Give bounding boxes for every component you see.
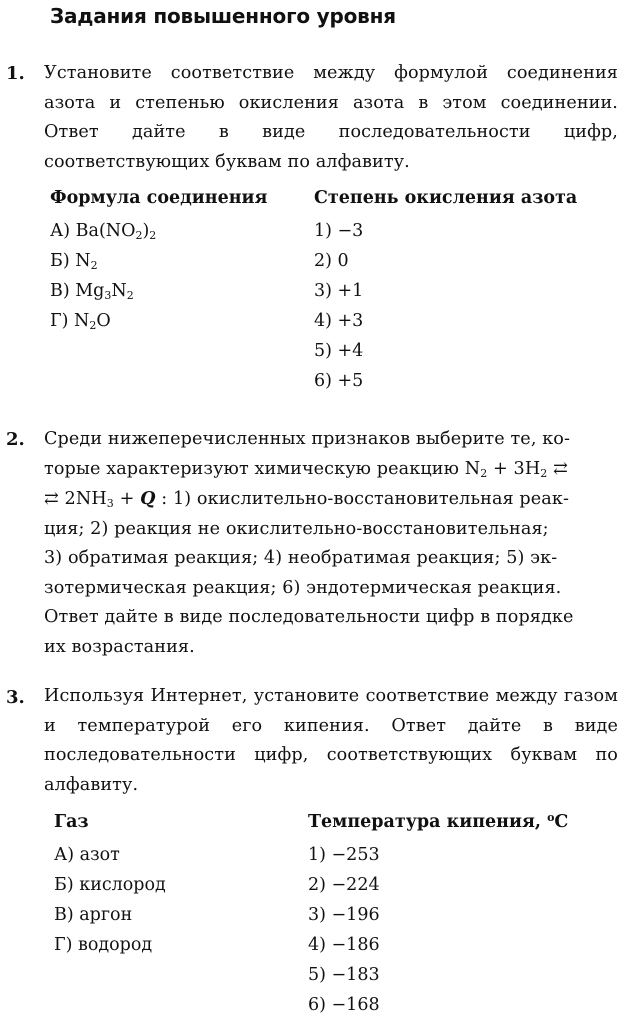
section-heading: Задания повышенного уровня [50, 4, 396, 28]
option-item: 5) +4 [314, 341, 364, 361]
task-3-gas-header: Газ [54, 812, 89, 832]
task-2-number: 2. [6, 429, 25, 450]
formula-item-g: Г) $N_2O$ [50, 311, 111, 332]
task-1-formula-header: Формула соединения [50, 188, 268, 208]
task-1-number: 1. [6, 63, 25, 84]
task-1-option-list [314, 216, 363, 396]
option-item: 3) +1 [314, 281, 364, 301]
formula-item-v: В) $Mg_3N_2$ [50, 281, 134, 302]
option-item: 6) +5 [314, 371, 364, 391]
task-3-number: 3. [6, 687, 25, 708]
task-2-text: Среди нижеперечисленных признаков выберите те, ко- торые характеризуют химическую реакцию $N_2 + 3H_2$ ⇄ ⇄ $2NH_3 + Q$ : 1) окислительно-восстановительная реак- ция; 2) реакция не окислительно-восстановительная; 3) обратимая реакция; 4) необратимая реакция; 5) эк- зотермическая реакция; 6) эндотермическая реакция. Ответ дайте в виде последовательности цифр в порядке их возрастания. [44, 429, 574, 657]
temperature-item: 5) −183 [308, 965, 380, 985]
gas-item: Г) водород [54, 935, 153, 955]
gas-item: В) аргон [54, 905, 133, 925]
gas-item: Б) кислород [54, 875, 166, 895]
task-1-formula-list [50, 216, 156, 336]
gas-item: А) азот [54, 845, 120, 865]
temperature-item: 2) −224 [308, 875, 380, 895]
task-3-text: Используя Интернет, установите соответствие между газом и температурой его кипения. Ответ дайте в виде последовательности цифр, соответствующих буквам по алфавиту. [44, 686, 618, 795]
task-1-oxidation-header: Степень окисления азота [314, 188, 578, 208]
temperature-item: 1) −253 [308, 845, 380, 865]
option-item: 1) −3 [314, 221, 364, 241]
task-1-text: Установите соответствие между формулой соединения азота и степенью окисления азота в этом соединении. Ответ дайте в виде последовательности цифр, соответствующих буквам по алфавиту. [44, 63, 618, 172]
task-3-gas-list [54, 840, 166, 960]
temperature-item: 6) −168 [308, 995, 380, 1015]
temperature-item: 3) −196 [308, 905, 380, 925]
formula-item-b: Б) $N_2$ [50, 251, 98, 272]
task-3-temperature-header: Температура кипения, $^o$C [308, 811, 569, 832]
formula-item-a: А) $Ba(NO_2)_2$ [50, 221, 157, 242]
task-3-temperature-list [308, 840, 380, 1020]
option-item: 4) +3 [314, 311, 364, 331]
temperature-item: 4) −186 [308, 935, 380, 955]
option-item: 2) 0 [314, 251, 349, 271]
